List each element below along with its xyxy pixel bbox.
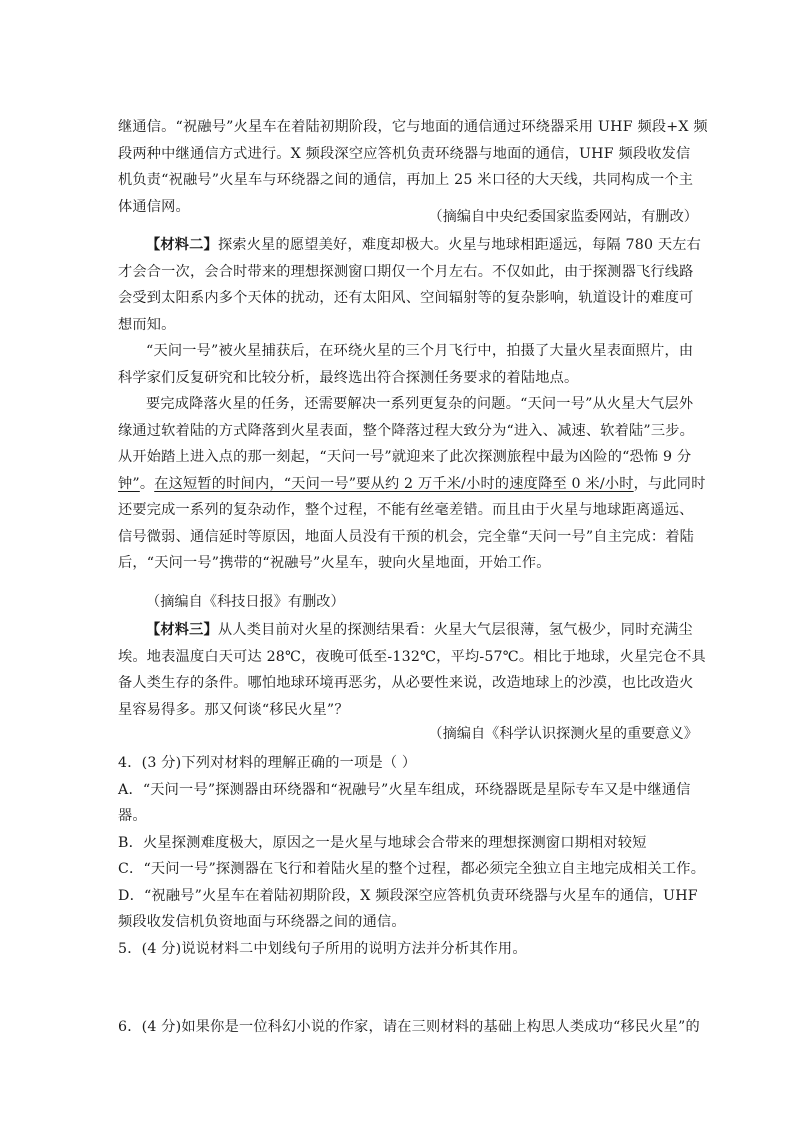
text-span: 。 <box>139 475 155 492</box>
material2-source: （摘编自《科技日报》有删改） <box>146 594 345 610</box>
option-a-cont: 器。 <box>118 808 147 824</box>
text-line: 星容易得多。那又何谈“移民火星”？ <box>118 701 349 718</box>
text-line: 科学家们反复研究和比较分析，最终选出符合探测任务要求的着陆地点。 <box>118 369 579 386</box>
material1-tail <box>118 114 708 220</box>
text-line: 从开始踏上进入点的那一刻起，“天问一号”就迎来了此次探测旅程中最为凶险的“恐怖 9 分 <box>118 449 692 465</box>
option-d: D．“祝融号”火星车在着陆初期阶段，X 频段深空应答机负责环绕器与火星车的通信，UHF <box>118 887 698 904</box>
material1-source: （摘编自中央纪委国家监委网站，有删改） <box>428 209 698 225</box>
option-d-cont: 频段收发信机负资地面与环绕器之间的通信。 <box>118 914 406 930</box>
underlined-text: 钟” <box>118 475 140 492</box>
material3-tag: 【材料三】 <box>146 622 218 638</box>
text-line <box>118 617 693 644</box>
text-span: ，与此同时 <box>633 475 706 492</box>
question-5: 5．(4 分)说说材料二中划线句子所用的说明方法并分析其作用。 <box>118 940 527 957</box>
text-line: 要完成降落火星的任务，还需要解决一系列更复杂的问题。“天问一号”从火星大气层外 <box>146 396 694 412</box>
text-line: 备人类生存的条件。哪怕地球环境再恶劣，从必要性来说，改造地球上的沙漠，也比改造火 <box>118 675 694 691</box>
text-span: 从人类目前对火星的探测结果看：火星大气层很薄，氢气极少，同时充满尘 <box>217 622 693 638</box>
material2-p1 <box>118 232 702 338</box>
text-line: 体通信网。 <box>118 198 190 215</box>
material2-p2 <box>118 338 694 391</box>
text-line: 缘通过软着陆的方式降落到火星表面，整个降落过程大致分为“进入、减速、软着陆”三步。 <box>118 422 695 439</box>
material3-source: （摘编自《科学认识探测火星的重要意义》 <box>428 726 698 742</box>
option-a: A．“天问一号”探测器由环绕器和“祝融号”火星车组成，环绕器既是星际专车又是中继通信 <box>118 781 691 798</box>
text-line <box>118 232 702 259</box>
material3 <box>118 617 706 723</box>
text-line: “天问一号”被火星捕获后，在环绕火星的三个月飞行中，拍摄了大量火星表面照片，由 <box>146 343 694 359</box>
text-line: 后，“天问一号”携带的“祝融号”火星车，驶向火星地面，开始工作。 <box>118 555 551 571</box>
option-c: C．“天问一号”探测器在飞行和着陆火星的整个过程，都必须完全独立自主地完成相关工作。 <box>118 861 706 877</box>
material2-p3 <box>118 391 706 577</box>
text-line: 还要完成一系列的复杂动作，整个过程，不能有丝毫差错。而且由于火星与地球距离遥远、 <box>118 502 694 518</box>
question-6: 6．(4 分)如果你是一位科幻小说的作家，请在三则材料的基础上构思人类成功“移民火星”的 <box>118 1019 700 1035</box>
text-line <box>118 471 706 498</box>
text-line: 机负责“祝融号”火星车与环绕器之间的通信，再加上 25 米口径的大天线，共同构成一个主 <box>118 172 694 188</box>
question-4-stem: 4．(3 分)下列对材料的理解正确的一项是（ ） <box>118 755 417 771</box>
questions <box>118 750 706 962</box>
underlined-sentence: 在这短暂的时间内，“天问一号”要从约 2 万千米/小时的速度降至 0 米/小时 <box>154 475 634 492</box>
question-6-block <box>118 1014 700 1041</box>
text-line: 信号微弱、通信延时等原因，地面人员没有干预的机会，完全靠“天问一号”自主完成：着陆 <box>118 528 695 545</box>
text-line: 想而知。 <box>118 316 176 333</box>
text-line: 会受到太阳系内多个天体的扰动，还有太阳风、空间辐射等的复杂影响，轨道设计的难度可 <box>118 290 694 306</box>
text-line: 继通信。“祝融号”火星车在着陆初期阶段，它与地面的通信通过环绕器采用 UHF 频段+X 频 <box>118 119 708 135</box>
text-span: 探索火星的愿望美好，难度却极大。火星与地球相距遥远，每隔 780 天左右 <box>217 237 702 253</box>
option-b: B．火星探测难度极大，原因之一是火星与地球会合带来的理想探测窗口期相对较短 <box>118 834 647 851</box>
material2-tag: 【材料二】 <box>146 237 218 253</box>
text-line: 段两种中继通信方式进行。X 频段深空应答机负责环绕器与地面的通信，UHF 频段收发信 <box>118 145 691 162</box>
text-line: 埃。地表温度白天可达 28℃，夜晚可低至-132℃，平均-57℃。相比于地球，火星完仓不具 <box>118 648 706 665</box>
text-line: 才会合一次，会合时带来的理想探测窗口期仅一个月左右。不仅如此，由于探测器飞行线路 <box>118 263 694 280</box>
